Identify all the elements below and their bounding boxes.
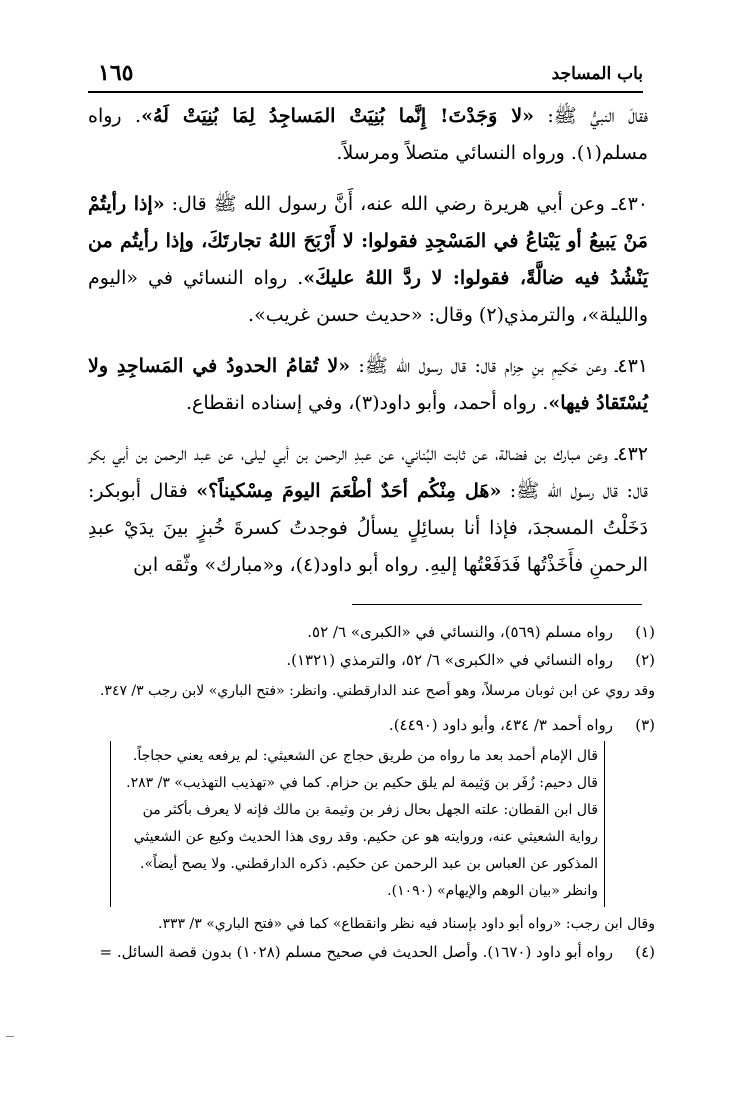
page-number: ١٦٥: [98, 60, 134, 86]
footnotes: [80, 618, 655, 966]
footnote-separator: [352, 604, 642, 605]
paragraph-429-end: [88, 98, 648, 172]
footnote-3: [80, 711, 655, 739]
main-text: [88, 98, 648, 584]
footnote-2-note: وقد روي عن ابن ثوبان مرسلاً، وهو أصح عند الدارقطني. وانظر: «فتح الباري» لابن رجب ٣/ ٣٤٧.: [99, 683, 655, 699]
text-run: فقال أبوبكر: دَخَلْتُ المسجدَ، فإذا أنا بسائِلٍ يسألُ فوجدتُ كسرةَ خُبزٍ بينَ يدَيْ عبدِ الرحمنِ فأَخَذْتُها فَدَفَعْتُها إليهِ. رواه أبو داود(٤)، و«مبارك» وثّقه ابن: [88, 480, 648, 576]
chapter-title: باب المساجد: [551, 64, 643, 84]
paragraph-432: [88, 436, 648, 584]
footnote-number: (٣): [635, 716, 655, 734]
text-run: ٤٣٠ـ وعن أبي هريرة رضي الله عنه، أَنَّ رسول الله ﷺ قال:: [164, 193, 648, 215]
hadith-quote: «هَل مِنْكُم أحَدٌ أطْعَمَ اليومَ مِسْكيناً؟»: [196, 480, 502, 502]
footnote-2: [80, 646, 655, 674]
footnote-3-note-2: قال دحيم: زُفَر بن وَثِيمة لم يلق حكيم بن حزام. كما في «تهذيب التهذيب» ٣/ ٢٨٣.: [126, 775, 598, 791]
text-run: ٤٣١ـ وعن حَكيمِ بنِ حِزام قال: قال رسول الله ﷺ:: [350, 355, 649, 377]
paragraph-430: [88, 186, 648, 334]
header-rule: [88, 91, 643, 93]
text-run: . رواه النسائي في «اليوم والليلة»، والترمذي(٢) وقال: «حديث حسن غريب».: [88, 267, 648, 326]
hadith-quote: «لا تُقامُ الحدودُ في المَساجِدِ ولا يُسْتَقادُ فيها»: [88, 355, 648, 414]
hadith-quote: «لا وَجَدْتَ! إِنَّما بُنِيَتْ المَساجِدُ لِمَا بُنِيَتْ لَهُ»: [141, 105, 534, 127]
text-run: . رواه أحمد، وأبو داود(٣)، وفي إسناده انقطاع.: [186, 392, 549, 414]
text-run: ٤٣٢ـ وعن مبارك بن فضالة، عن ثابت البُناني، عن عبدِ الرحمن بن أبي ليلى، عن عبد الرحمن بن أبي بكر قال: قال رسول الله ﷺ:: [88, 443, 648, 502]
footnote-number: (٤): [635, 943, 655, 961]
footnote-text: رواه أبو داود (١٦٧٠). وأصل الحديث في صحيح مسلم (١٠٢٨) بدون قصة السائل. =: [99, 943, 613, 961]
footnote-text: رواه مسلم (٥٦٩)، والنسائي في «الكبرى» ٦/ ٥٢.: [307, 623, 613, 641]
hadith-quote: «إذا رأيتُمْ مَنْ يَبيعُ أو يَبْتاعُ في المَسْجِدِ فقولوا: لا أَرْبَحَ اللهُ تجارتَكَ، وإذا رأيتُم من يَنْشُدُ فيه ضالَّةً، فقولوا: لا ردَّ اللهُ عليكَ»: [88, 193, 649, 289]
footnote-number: (١): [635, 623, 655, 641]
text-run: . رواه مسلم(١). ورواه النسائي متصلاً ومرسلاً.: [88, 105, 648, 164]
footnote-3-note-3: قال ابن القطان: علته الجهل بحال زفر بن وثيمة بن مالك فإنه لا يعرف بأكثر من رواية الشعيثي عنه، وروايته هو عن حكيم. وقد روى هذا الحديث وكيع عن الشعيثي المذكور عن العباس بن عبد الرحمن عن حكيم. ذكره الدارقطني. ولا يصح أيضاً». وانظر «بيان الوهم والإيهام» (١٠٩٠).: [133, 802, 598, 899]
text-run: فقالَ النبيُّ ﷺ:: [533, 105, 648, 127]
page-header: [88, 60, 643, 88]
footnote-4: [80, 938, 655, 966]
footnote-1: [80, 618, 655, 646]
footnote-text: رواه أحمد ٣/ ٤٣٤، وأبو داود (٤٤٩٠).: [388, 716, 613, 734]
footnote-3-commentary: [110, 741, 605, 907]
paragraph-431: [88, 348, 648, 422]
footnote-3-note-4: وقال ابن رجب: «رواه أبو داود بإسناد فيه نظر وانقطاع» كما في «فتح الباري» ٣/ ٣٣٣.: [158, 916, 655, 932]
scan-edge-mark: [6, 1036, 14, 1037]
footnote-3-note-1: قال الإمام أحمد بعد ما رواه من طريق حجاج عن الشعيثي: لم يرفعه يعني حجاجاً.: [132, 748, 598, 764]
footnote-text: رواه النسائي في «الكبرى» ٦/ ٥٢، والترمذي (١٣٢١).: [286, 651, 613, 669]
footnote-number: (٢): [635, 651, 655, 669]
